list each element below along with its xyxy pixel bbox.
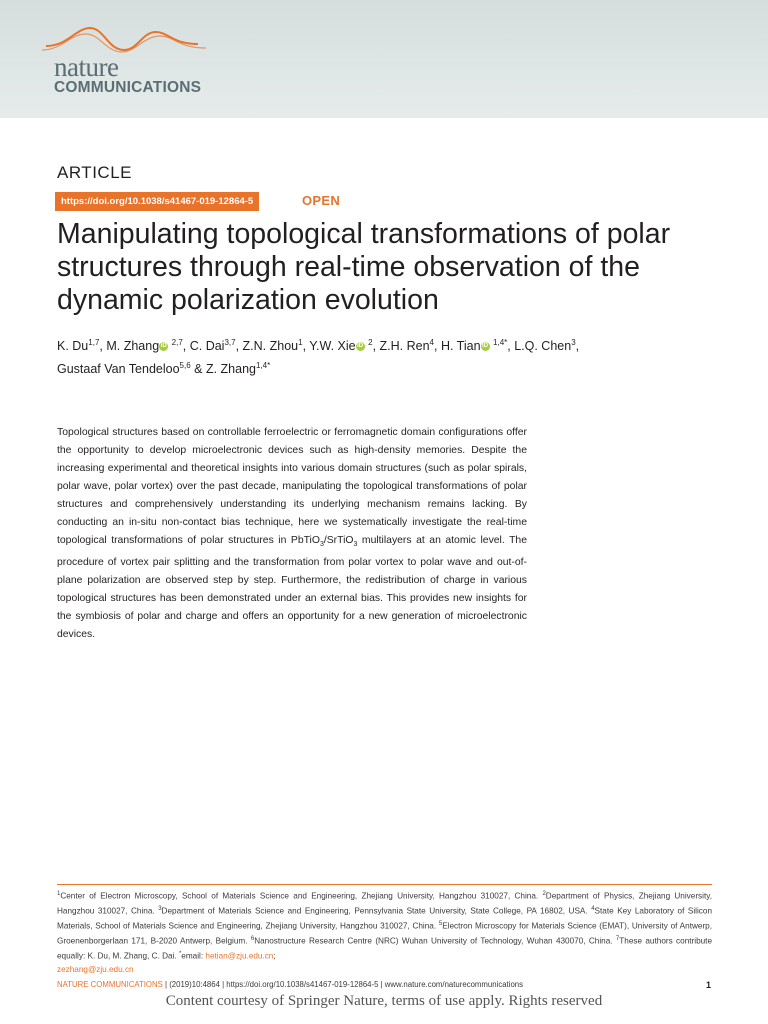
abstract bbox=[57, 424, 527, 644]
author-name[interactable]: M. Zhang bbox=[106, 339, 160, 354]
author-name[interactable]: Z.N. Zhou bbox=[242, 339, 299, 354]
affiliation-footnotes bbox=[57, 888, 712, 976]
doi-badge-link[interactable]: https://doi.org/10.1038/s41467-019-12864-5 bbox=[55, 192, 259, 211]
abstract-text: /SrTiO bbox=[323, 535, 354, 546]
article-title bbox=[57, 218, 727, 317]
orcid-icon[interactable]: iD bbox=[482, 343, 489, 350]
author-affiliation: 3,7 bbox=[224, 338, 236, 347]
affiliation-text: Center of Electron Microscopy, School of Materials Science and Engineering, Zhejiang University, Hangzhou 310027, China. bbox=[60, 891, 543, 901]
abstract-subscript: 3 bbox=[319, 541, 324, 549]
abstract-paragraph bbox=[57, 424, 527, 644]
footnote-marker: * bbox=[178, 950, 182, 957]
author-affiliation: 1,7 bbox=[88, 338, 100, 347]
author-affiliation: 1,4* bbox=[256, 361, 271, 371]
footnote-marker: 2 bbox=[542, 891, 546, 897]
affiliation-text: Department of Materials Science and Engineering, Pennsylvania State University, State College, PA 16802, USA. bbox=[161, 906, 592, 916]
courtesy-notice: Content courtesy of Springer Nature, terms of use apply. Rights reserved bbox=[165, 993, 603, 1009]
abstract-text: multilayers at an atomic level. The procedure of vortex pair splitting and the transformation from polar vortex to polar wave and out-of-plane polarization are observed step by step. Furthermore, the redistribution of charge in various topological structures has been demonstrated under an external bias. This provides new insights for the symbiosis of polar and charge and offers an opportunity for a new generation of microelectronic devices. bbox=[57, 535, 527, 641]
footnote-marker: 7 bbox=[615, 935, 620, 942]
author-name[interactable]: Z.H. Ren bbox=[379, 339, 430, 354]
title-line-1: Manipulating topological transformations of polar bbox=[57, 218, 671, 250]
author-affiliation: 5,6 bbox=[179, 361, 191, 371]
abstract-subscript: 3 bbox=[353, 541, 358, 549]
author-name[interactable]: Y.W. Xie bbox=[309, 339, 356, 354]
title-line-3: dynamic polarization evolution bbox=[57, 284, 439, 316]
author-name[interactable]: L.Q. Chen bbox=[514, 339, 572, 354]
journal-header-band bbox=[0, 0, 768, 118]
article-type-label: ARTICLE bbox=[57, 163, 132, 182]
author-affiliation: 2 bbox=[368, 338, 373, 347]
author-affiliation: 4 bbox=[429, 338, 434, 347]
affiliation-text: Nanostructure Research Centre (NRC) Wuhan University of Technology, Wuhan 430070, China. bbox=[254, 936, 616, 946]
affiliation-text: State Key Laboratory of Silicon Materials, School of Materials Science and Engineering, Zhejiang University, Hangzhou 310027, China. bbox=[57, 906, 712, 931]
footnote-marker: 3 bbox=[158, 905, 162, 912]
open-access-label: OPEN bbox=[302, 193, 341, 208]
author-affiliation: 1 bbox=[298, 338, 303, 347]
journal-logo[interactable] bbox=[38, 22, 238, 102]
author-affiliation: 2,7 bbox=[171, 338, 183, 347]
email-link[interactable]: zezhang@zju.edu.cn bbox=[57, 964, 134, 974]
title-line-2: structures through real-time observation of the bbox=[57, 251, 640, 283]
footnote-marker: 5 bbox=[438, 920, 443, 927]
author-list: K. Du$^{1,7}$, M. Zhang iD $^{2,7}$, C. Dai$^{3,7}$, Z.N. Zhou$^1$, Y.W. Xie iD $^2$, Z.H. Ren$^4$, H. Tian iD $^{1,4*}$, L.Q. Chen$^3$, Gustaaf Van Tendeloo$^{5,6}$ & Z. Zhang$^{1,4*}$ bbox=[57, 338, 580, 377]
footnote-marker: 6 bbox=[250, 935, 255, 942]
author-name[interactable]: H. Tian bbox=[440, 339, 481, 354]
author-name[interactable]: Gustaaf Van Tendeloo bbox=[57, 362, 180, 377]
email-link[interactable]: hetian@zju.edu.cn bbox=[205, 951, 274, 961]
affiliation-text: Department of Physics, Zhejiang University, Hangzhou 310027, China. bbox=[57, 891, 713, 916]
footer-journal-name: NATURE COMMUNICATIONS bbox=[57, 980, 163, 989]
affiliation-text: These authors contribute equally: K. Du, M. Zhang, C. Dai. bbox=[57, 936, 713, 961]
page-number: 1 bbox=[705, 980, 711, 990]
page-footer bbox=[57, 980, 712, 989]
footnote-marker: 1 bbox=[57, 891, 61, 897]
orcid-icon[interactable]: iD bbox=[160, 343, 167, 350]
abstract-text: Topological structures based on controllable ferroelectric or ferromagnetic domain configurations offer the opportunity to develop microelectronic devices such as high-density memories. Despite the increasing experimental and theoretical insights into various domain structures (such as polar spirals, polar wave, polar vortex) over the past decade, manipulating the topological transformations of polar structures and comprehensively understanding its underlying mechanism remains lacking. By conducting an in-situ non-contact bias technique, here we systematically investigate the real-time topological transformations of polar structures in PbTiO bbox=[57, 427, 527, 546]
logo-communications-text: COMMUNICATIONS bbox=[54, 79, 202, 96]
footer-citation: | (2019)10:4864 | https://doi.org/10.1038/s41467-019-12864-5 | www.nature.com/naturecommunications bbox=[162, 980, 524, 989]
author-name[interactable]: Z. Zhang bbox=[205, 362, 256, 377]
affiliation-text: Electron Microscopy for Materials Science (EMAT), University of Antwerp, Groenenborgerlaan 171, B-2020 Antwerp, Belgium. bbox=[57, 921, 712, 946]
footnote-divider bbox=[57, 884, 712, 885]
author-affiliation: 3 bbox=[571, 338, 576, 347]
logo-nature-text: nature bbox=[54, 52, 119, 82]
author-name[interactable]: C. Dai bbox=[189, 339, 225, 354]
author-name[interactable]: K. Du bbox=[57, 339, 89, 354]
orcid-icon[interactable]: iD bbox=[357, 343, 364, 350]
email-label: email: bbox=[181, 951, 206, 961]
email-separator: ; bbox=[273, 951, 276, 961]
footnote-marker: 4 bbox=[591, 905, 595, 912]
author-affiliation: 1,4* bbox=[493, 338, 508, 347]
